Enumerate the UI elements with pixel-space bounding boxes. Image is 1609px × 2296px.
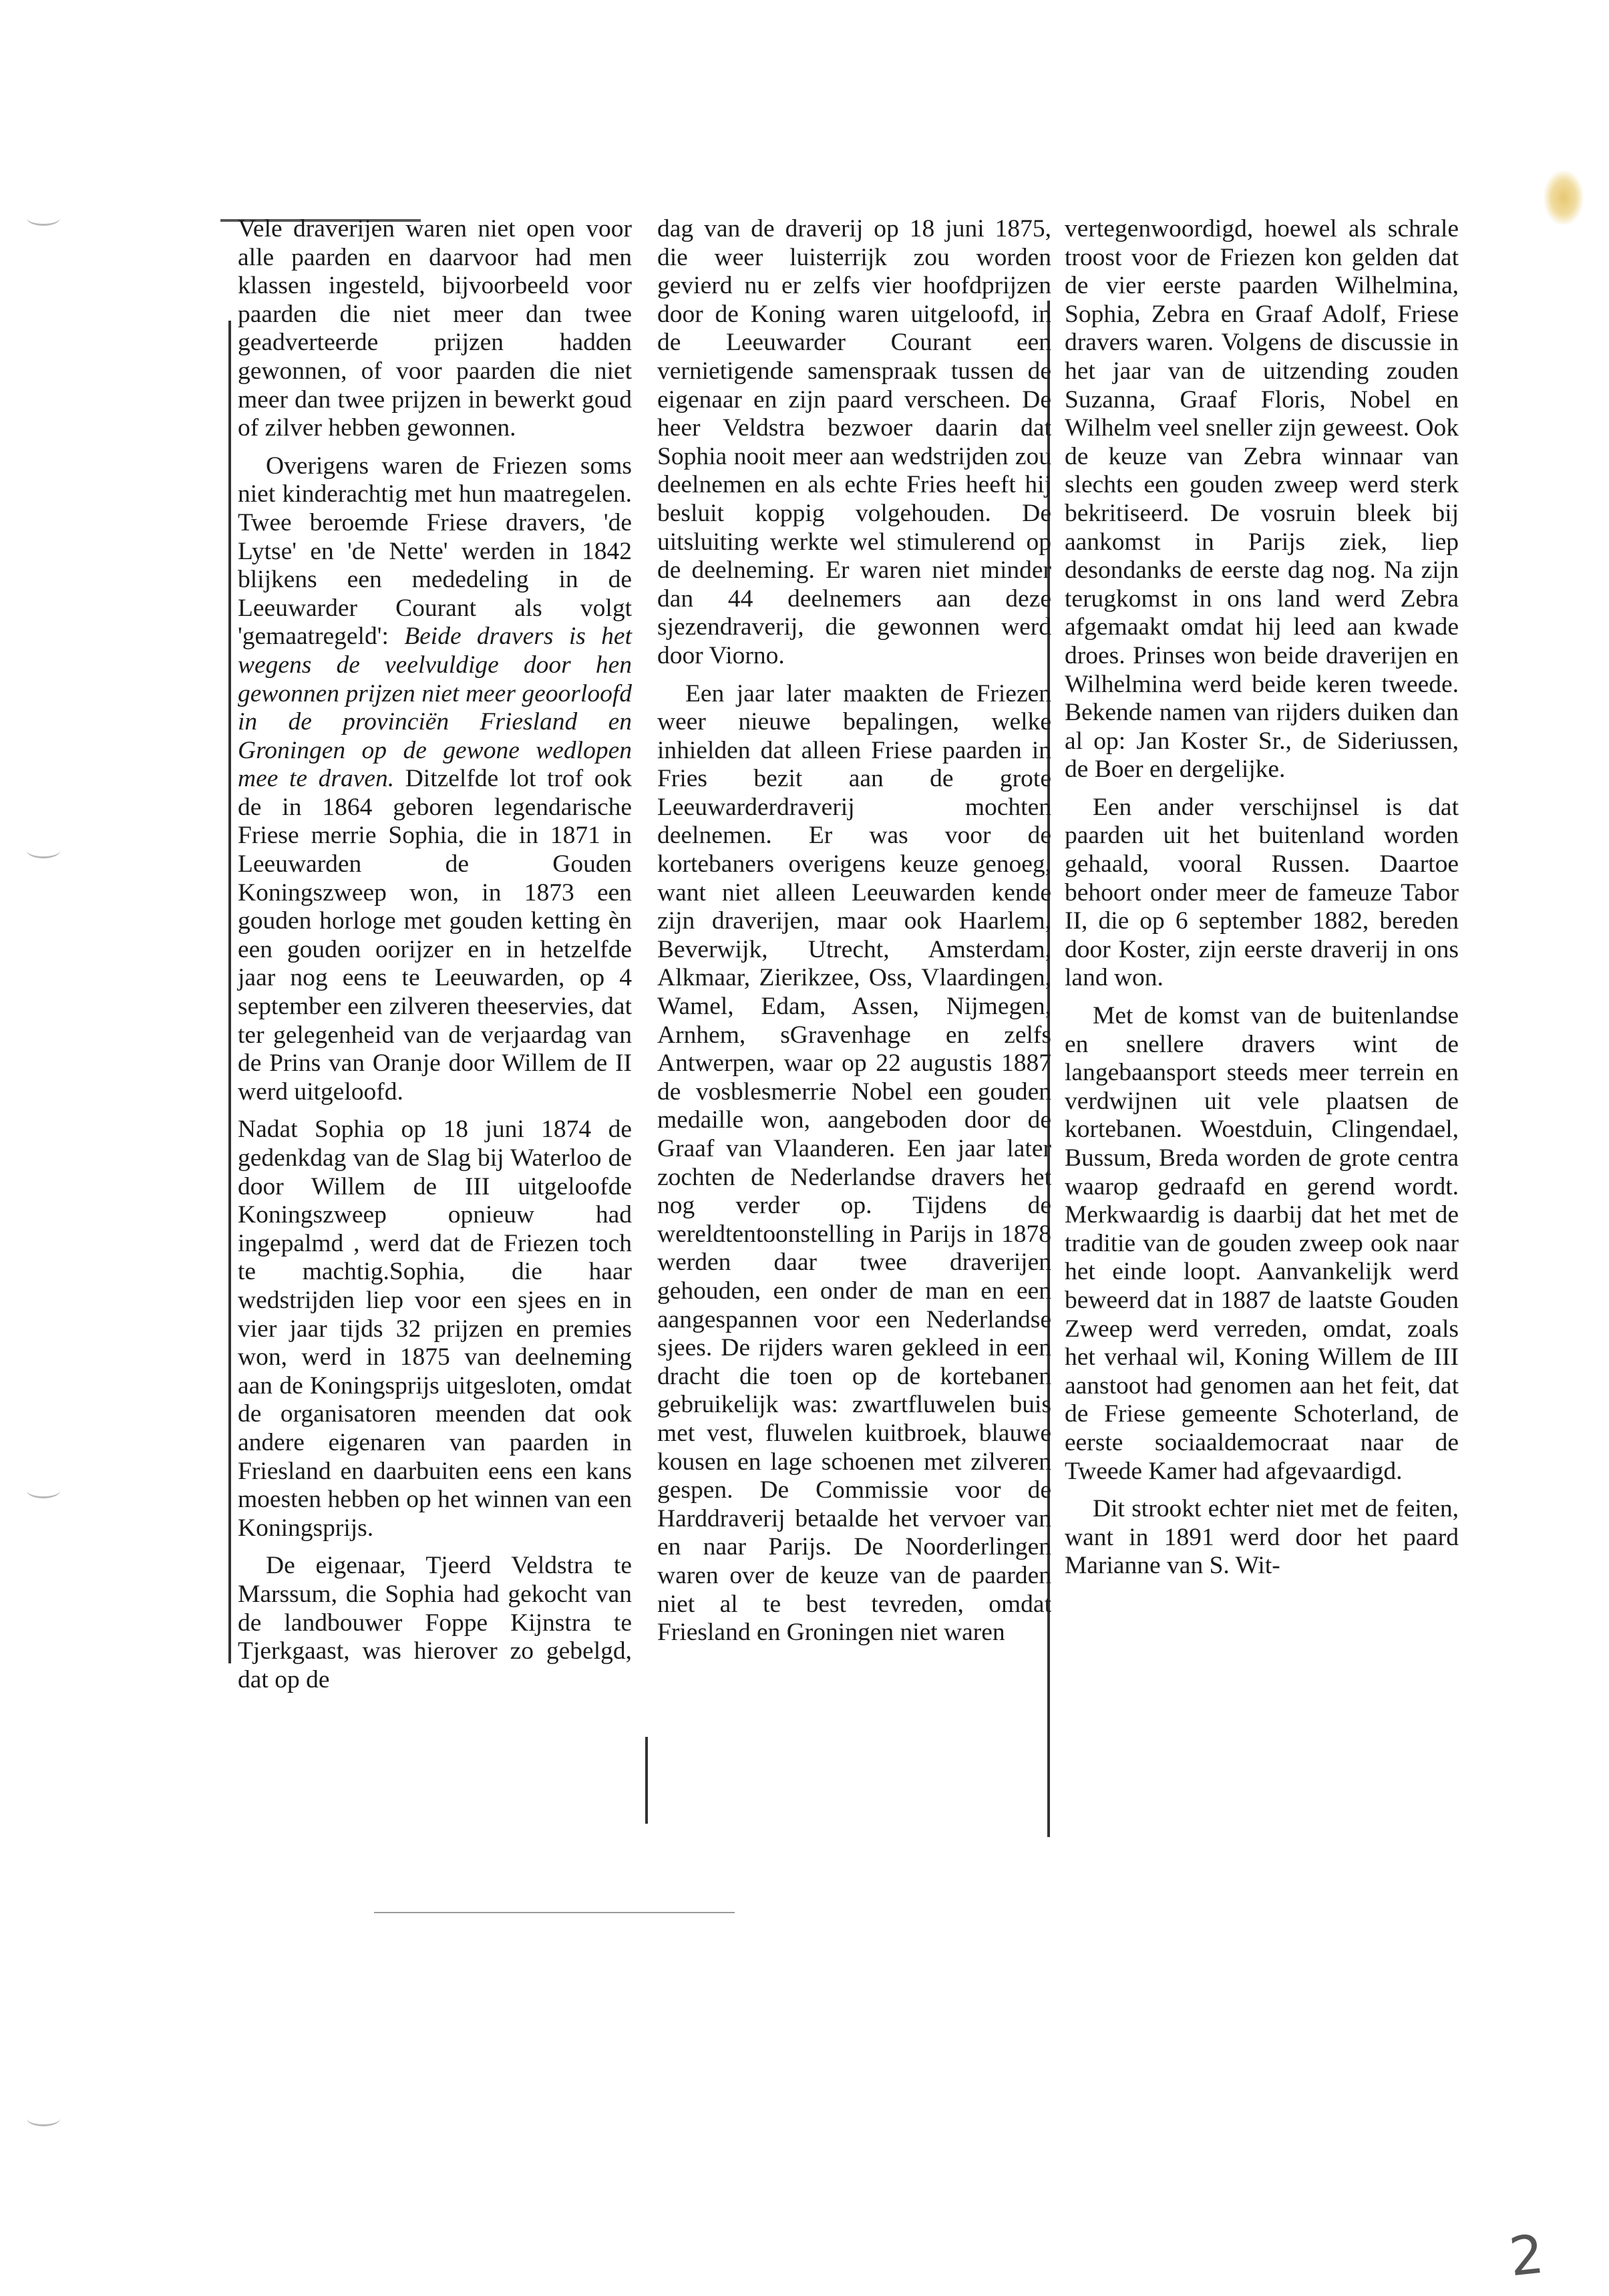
paragraph bbox=[238, 452, 632, 1107]
paragraph: Een jaar later maakten de Friezen weer nieuwe bepalingen, welke inhielden dat alleen Friese paarden in Fries bezit aan de grote Leeuwarderdraverij mochten deelnemen. Er was voor de kortebaners overigens keuze genoeg, want niet alleen Leeuwarden kende zijn draverijen, maar ook Haarlem, Beverwijk, Utrecht, Amsterdam, Alkmaar, Zierikzee, Oss, Vlaardingen, Wamel, Edam, Assen, Nijmegen, Arnhem, sGravenhage en zelfs Antwerpen, waar op 22 augustis 1887 de vosblesmerrie Nobel een gouden medaille won, aangeboden door de Graaf van Vlaanderen. Een jaar later zochten de Nederlandse dravers het nog verder op. Tijdens de wereldtentoonstelling in Parijs in 1878 werden daar twee draverijen gehouden, een onder de man en een aangespannen voor een Nederlandse sjees. De rijders waren gekleed in een dracht die toen op de kortebanen gebruikelijk was: zwartfluwelen buis met vest, fluwelen kuitbroek, blauwe kousen en lage schoenen met zilveren gespen. De Commissie voor de Harddraverij betaalde het vervoer van en naar Parijs. De Noorderlingen waren over de keuze van de paarden niet al te best tevreden, omdat Friesland en Groningen niet waren bbox=[657, 679, 1051, 1647]
paragraph-lead: Overigens waren de Friezen soms niet kinderachtig met hun maatregelen. Twee beroemde Friese dravers, 'de Lytse' en 'de Nette' werden in 1842 blijkens een mededeling in de Leeuwarder Courant als volgt 'gemaatregeld': bbox=[238, 452, 632, 651]
paragraph-tail: Ditzelfde lot trof ook de in 1864 geboren legendarische Friese merrie Sophia, die in 1871 in Leeuwarden de Gouden Koningszweep won, in 1873 een gouden horloge met gouden ketting èn een gouden oorijzer en in hetzelfde jaar nog eens te Leeuwarden, op 4 september een zilveren theeservies, dat ter gelegenheid van de verjaardag van de Prins van Oranje door Willem de II werd uitgeloofd. bbox=[238, 765, 632, 1106]
punch-hole-mark bbox=[27, 210, 60, 226]
punch-hole-mark bbox=[27, 2111, 60, 2126]
punch-hole-mark bbox=[27, 843, 60, 858]
paragraph: Dit strookt echter niet met de feiten, want in 1891 werd door het paard Marianne van S. Wit- bbox=[1065, 1495, 1459, 1580]
paragraph: Vele draverijen waren niet open voor alle paarden en daarvoor had men klassen ingesteld, bijvoorbeeld voor paarden die niet meer dan twee geadverteerde prijzen hadden gewonnen, of voor paarden die niet meer dan twee prijzen in bewerkt goud of zilver hebben gewonnen. bbox=[238, 215, 632, 442]
paragraph: Een ander verschijnsel is dat paarden uit het buitenland worden gehaald, vooral Russen. Daartoe behoort onder meer de fameuze Tabor II, die op 6 september 1882, bereden door Koster, zijn eerste draverij in ons land won. bbox=[1065, 793, 1459, 992]
column-rule bbox=[228, 321, 231, 1663]
article-column-1 bbox=[238, 215, 632, 1694]
paper-stain bbox=[1544, 171, 1583, 224]
column-rule bbox=[645, 1737, 648, 1824]
paragraph: vertegenwoordigd, hoewel als schrale troost voor de Friezen kon gelden dat de vier eerste paarden Wilhelmina, Sophia, Zebra en Graaf Adolf, Friese dravers waren. Volgens de discussie in het jaar van de uitzending zouden Suzanna, Graaf Floris, Nobel en Wilhelm veel sneller zijn geweest. Ook de keuze van Zebra winnaar van slechts een gouden zweep werd sterk bekritiseerd. De vosruin bleek bij aankomst in Parijs ziek, liep desondanks de eerste dag nog. Na zijn terugkomst in ons land werd Zebra afgemaakt omdat hij leed aan kwade droes. Prinses won beide draverijen en Wilhelmina werd beide keren tweede. Bekende namen van rijders duiken dan al op: Jan Koster Sr., de Sideriussen, de Boer en dergelijke. bbox=[1065, 215, 1459, 784]
paragraph: De eigenaar, Tjeerd Veldstra te Marssum, die Sophia had gekocht van de landbouwer Foppe Kijnstra te Tjerkgaast, was hierover zo gebelgd, dat op de bbox=[238, 1552, 632, 1693]
paragraph: Met de komst van de buitenlandse en snellere dravers wint de langebaansport steeds meer terrein en verdwijnen uit vele plaatsen de kortebanen. Woestduin, Clingendael, Bussum, Breda worden de grote centra waarop gedraafd en gerend wordt. Merkwaardig is daarbij dat het met de traditie van de gouden zweep ook naar het einde loopt. Aanvankelijk werd beweerd dat in 1887 de laatste Gouden Zweep werd verreden, omdat, zoals het verhaal wil, Koning Willem de III aanstoot had genomen aan het feit, dat de Friese gemeente Schoterland, de eerste sociaaldemocraat naar de Tweede Kamer had afgevaardigd. bbox=[1065, 1002, 1459, 1485]
paragraph: dag van de draverij op 18 juni 1875, die weer luisterrijk zou worden gevierd nu er zelfs vier hoofdprijzen door de Koning waren uitgeloofd, in de Leeuwarder Courant een vernietigende samenspraak tussen de eigenaar en zijn paard verscheen. De heer Veldstra bezwoer daarin dat Sophia nooit meer aan wedstrijden zou deelnemen en als echte Fries heeft hij besluit koppig volgehouden. De uitsluiting werkte wel stimulerend op de deelneming. Er waren niet minder dan 44 deelnemers aan deze sjezendraverij, die gewonnen werd door Viorno. bbox=[657, 215, 1051, 669]
article-column-3 bbox=[1065, 215, 1459, 1581]
bottom-rule bbox=[374, 1912, 735, 1913]
punch-hole-mark bbox=[27, 1483, 60, 1498]
paragraph: Nadat Sophia op 18 juni 1874 de gedenkdag van de Slag bij Waterloo de door Willem de III uitgeloofde Koningszweep opnieuw had ingepalmd , werd dat de Friezen toch te machtig.Sophia, die haar wedstrijden liep voor een sjees en in vier jaar tijds 32 prijzen en premies won, werd in 1875 van deelneming aan de Koningsprijs uitgesloten, omdat de organisatoren meenden dat ook andere eigenaren van paarden in Friesland en daarbuiten eens een kans moesten hebben op het winnen van een Koningsprijs. bbox=[238, 1116, 632, 1542]
handwritten-page-number: 2 bbox=[1506, 2223, 1547, 2289]
italic-quote: Beide dravers is het wegens de veelvuldige door hen gewonnen prijzen niet meer geoorloofd in de provinciën Friesland en Groningen op de gewone wedlopen mee te draven. bbox=[238, 623, 632, 793]
article-column-2 bbox=[657, 215, 1051, 1647]
